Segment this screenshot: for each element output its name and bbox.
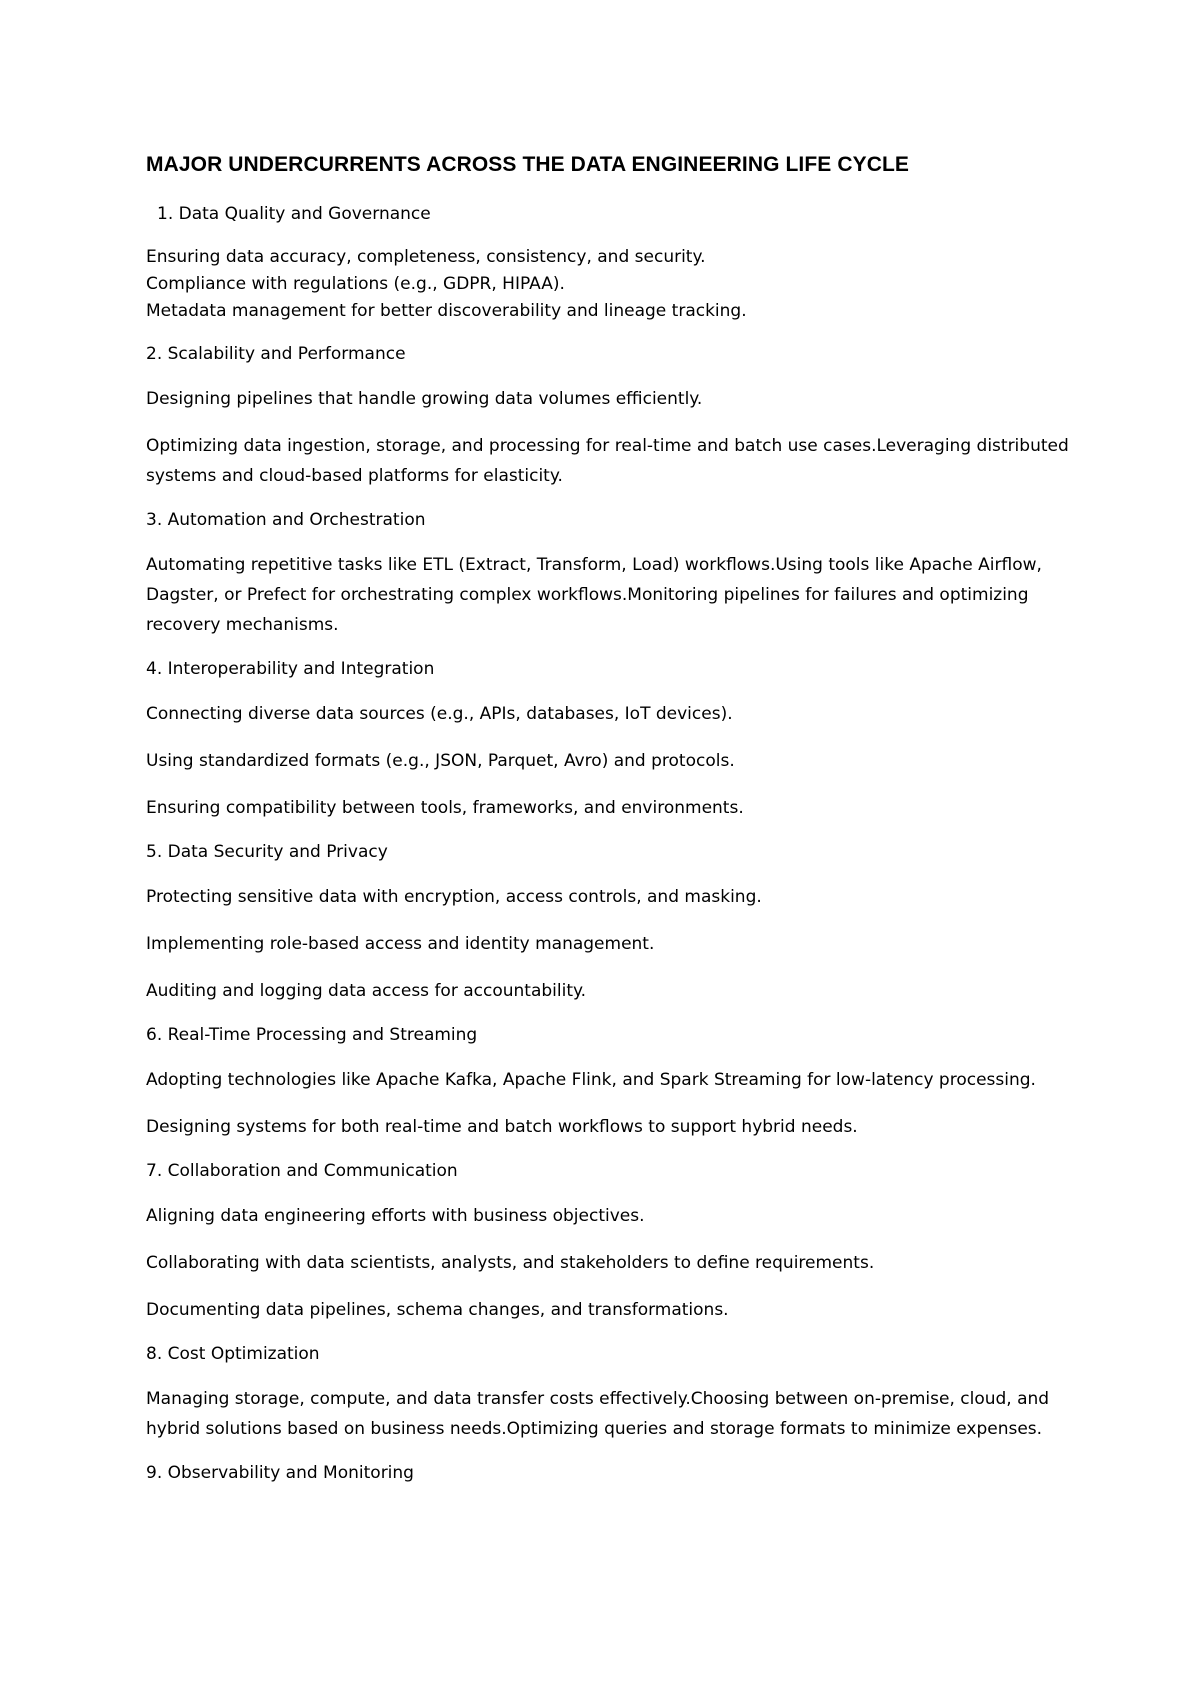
section-4-paragraph-2: Using standardized formats (e.g., JSON, Parquet, Avro) and protocols.: [146, 751, 735, 771]
section-4-paragraph-1: Connecting diverse data sources (e.g., APIs, databases, IoT devices).: [146, 704, 733, 724]
section-5-paragraph-2: Implementing role-based access and identity management.: [146, 934, 655, 954]
section-7-paragraph-2: Collaborating with data scientists, analysts, and stakeholders to define requirements.: [146, 1253, 875, 1273]
section-1-line-2: Compliance with regulations (e.g., GDPR, HIPAA).: [146, 274, 565, 294]
document-title: MAJOR UNDERCURRENTS ACROSS THE DATA ENGINEERING LIFE CYCLE: [146, 153, 909, 176]
section-heading-5: 5. Data Security and Privacy: [146, 842, 388, 862]
section-3-paragraph-1: Automating repetitive tasks like ETL (Extract, Transform, Load) workflows.Using tools like Apache Airflow, Dagster, or Prefect for orchestrating complex workflows.Monitoring pipelines for failures and optimizing recovery mechanisms.: [146, 555, 1042, 635]
section-heading-4: 4. Interoperability and Integration: [146, 659, 435, 679]
section-4-paragraph-3: Ensuring compatibility between tools, frameworks, and environments.: [146, 798, 744, 818]
section-heading-9: 9. Observability and Monitoring: [146, 1463, 414, 1483]
section-6-paragraph-1: Adopting technologies like Apache Kafka, Apache Flink, and Spark Streaming for low-latency processing.: [146, 1070, 1036, 1090]
section-6-paragraph-2: Designing systems for both real-time and batch workflows to support hybrid needs.: [146, 1117, 858, 1137]
section-heading-6: 6. Real-Time Processing and Streaming: [146, 1025, 478, 1045]
section-5-paragraph-3: Auditing and logging data access for accountability.: [146, 981, 587, 1001]
section-1-line-3: Metadata management for better discoverability and lineage tracking.: [146, 301, 747, 321]
section-heading-7: 7. Collaboration and Communication: [146, 1161, 458, 1181]
document-page: [146, 150, 1076, 1503]
section-1-block: [146, 244, 1076, 325]
section-heading-3: 3. Automation and Orchestration: [146, 510, 426, 530]
section-1-line-1: Ensuring data accuracy, completeness, consistency, and security.: [146, 247, 706, 267]
section-8-paragraph-1: Managing storage, compute, and data transfer costs effectively.Choosing between on-premise, cloud, and hybrid solutions based on business needs.Optimizing queries and storage formats to minimize expenses.: [146, 1389, 1050, 1439]
section-2-paragraph-1: Designing pipelines that handle growing data volumes efficiently.: [146, 389, 703, 409]
section-2-paragraph-2: Optimizing data ingestion, storage, and processing for real-time and batch use cases.Leveraging distributed systems and cloud-based platforms for elasticity.: [146, 436, 1069, 486]
section-7-paragraph-1: Aligning data engineering efforts with business objectives.: [146, 1206, 645, 1226]
section-heading-8: 8. Cost Optimization: [146, 1344, 320, 1364]
section-7-paragraph-3: Documenting data pipelines, schema changes, and transformations.: [146, 1300, 729, 1320]
section-heading-1: 1. Data Quality and Governance: [157, 204, 431, 224]
section-5-paragraph-1: Protecting sensitive data with encryption, access controls, and masking.: [146, 887, 762, 907]
section-heading-2: 2. Scalability and Performance: [146, 344, 406, 364]
